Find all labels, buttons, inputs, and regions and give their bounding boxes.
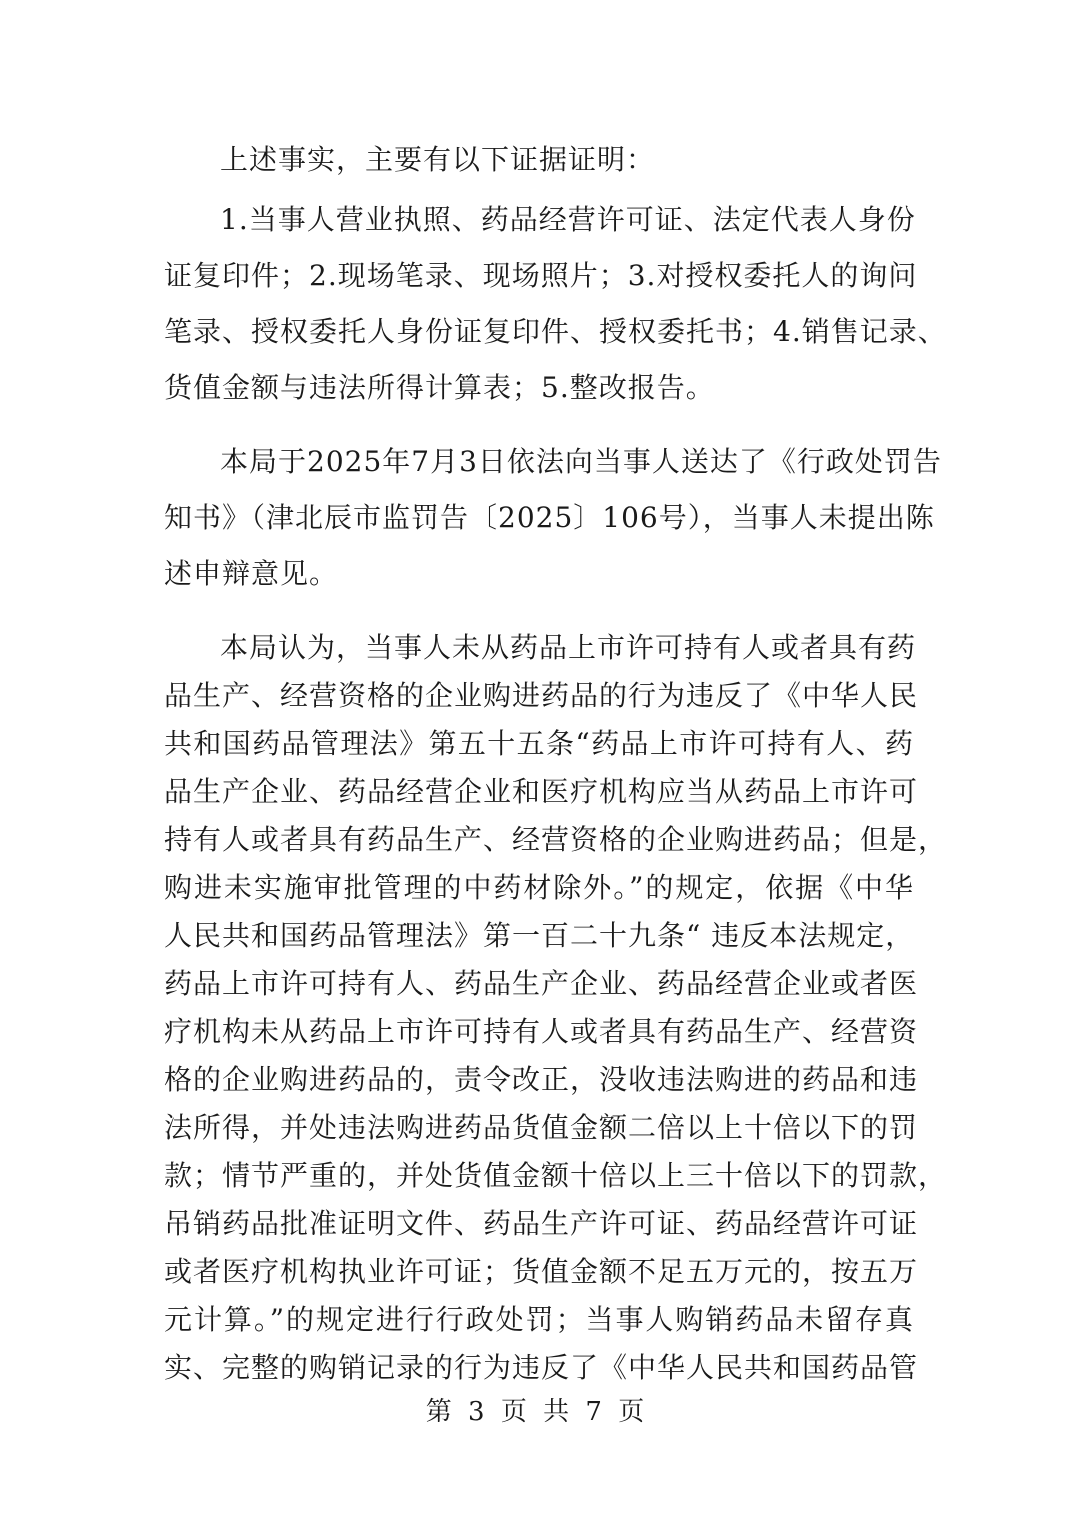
finding-paragraph-line: 吊销药品批准证明文件、药品生产许可证、药品经营许可证 (164, 1207, 919, 1240)
finding-paragraph-line: 或者医疗机构执业许可证；货值金额不足五万元的，按五万 (164, 1255, 919, 1288)
evidence-intro-line: 上述事实，主要有以下证据证明： (220, 143, 656, 176)
finding-paragraph-line: 实、完整的购销记录的行为违反了《中华人民共和国药品管 (164, 1351, 919, 1384)
evidence-list-line: 证复印件；2.现场笔录、现场照片；3.对授权委托人的询问 (164, 259, 918, 292)
finding-paragraph-line: 本局认为，当事人未从药品上市许可持有人或者具有药 (220, 631, 917, 664)
finding-paragraph-line: 人民共和国药品管理法》第一百二十九条“ 违反本法规定， (164, 919, 915, 952)
finding-paragraph-line: 购进未实施审批管理的中药材除外。”的规定，依据《中华 (164, 871, 914, 904)
finding-paragraph-line: 格的企业购进药品的，责令改正，没收违法购进的药品和违 (164, 1063, 919, 1096)
finding-paragraph-line: 持有人或者具有药品生产、经营资格的企业购进药品；但是， (164, 823, 948, 856)
finding-paragraph-line: 款；情节严重的，并处货值金额十倍以上三十倍以下的罚款， (164, 1159, 948, 1192)
finding-paragraph-line: 共和国药品管理法》第五十五条“药品上市许可持有人、药 (164, 727, 914, 760)
finding-paragraph-line: 疗机构未从药品上市许可持有人或者具有药品生产、经营资 (164, 1015, 919, 1048)
finding-paragraph-line: 元计算。”的规定进行行政处罚；当事人购销药品未留存真 (164, 1303, 914, 1336)
finding-paragraph-line: 品生产、经营资格的企业购进药品的行为违反了《中华人民 (164, 679, 919, 712)
notice-paragraph-line: 知书》（津北辰市监罚告〔2025〕106号），当事人未提出陈 (164, 501, 935, 534)
notice-paragraph-line: 述申辩意见。 (164, 557, 339, 590)
evidence-list-line: 货值金额与违法所得计算表；5.整改报告。 (164, 371, 715, 404)
finding-paragraph-line: 药品上市许可持有人、药品生产企业、药品经营企业或者医 (164, 967, 919, 1000)
evidence-list-line: 笔录、授权委托人身份证复印件、授权委托书；4.销售记录、 (164, 315, 947, 348)
finding-paragraph-line: 品生产企业、药品经营企业和医疗机构应当从药品上市许可 (164, 775, 919, 808)
finding-paragraph-line: 法所得，并处违法购进药品货值金额二倍以上十倍以下的罚 (164, 1111, 919, 1144)
evidence-list-line: 1.当事人营业执照、药品经营许可证、法定代表人身份 (220, 203, 916, 236)
notice-paragraph-line: 本局于2025年7月3日依法向当事人送达了《行政处罚告 (220, 445, 942, 478)
page-number: 第 3 页 共 7 页 (425, 1397, 649, 1427)
